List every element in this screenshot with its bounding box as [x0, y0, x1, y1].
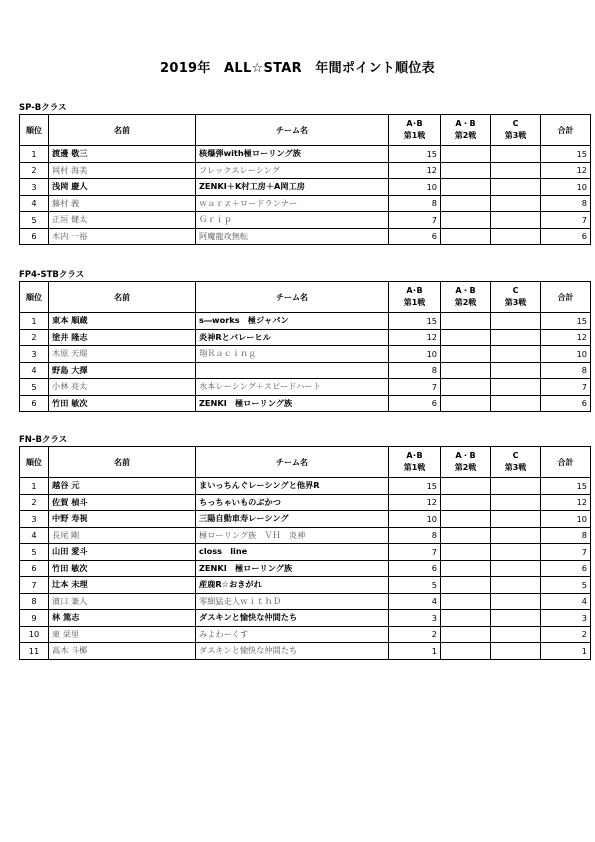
driver-name-cell: 竹田 敏次: [49, 395, 196, 412]
round-1-points: 10: [389, 346, 441, 363]
driver-name-cell: 塗井 隆志: [49, 329, 196, 346]
table-row: [20, 610, 591, 627]
driver-name-cell: 木原 天瑠: [49, 346, 196, 363]
page-title: 2019年 ALL☆STAR 年間ポイント順位表: [160, 61, 435, 76]
total-points: 2: [541, 626, 591, 643]
total-points: 15: [541, 313, 591, 330]
rank-cell: 4: [20, 362, 49, 379]
total-points: 10: [541, 179, 591, 196]
round-3-points: [491, 544, 541, 561]
header-name: 名前: [49, 447, 196, 478]
driver-name-cell: 越谷 元: [49, 478, 196, 495]
round-1-points: 5: [389, 577, 441, 594]
table-row: [20, 212, 591, 229]
table-row: [20, 626, 591, 643]
table-row: [20, 511, 591, 528]
rank-cell: 4: [20, 195, 49, 212]
rank-cell: 4: [20, 527, 49, 544]
header-round-2-class: A・B: [455, 119, 476, 128]
ranking-table: [19, 446, 591, 660]
total-points: 6: [541, 228, 591, 245]
round-2-points: [441, 560, 491, 577]
round-3-points: [491, 527, 541, 544]
round-1-points: 2: [389, 626, 441, 643]
round-2-points: [441, 179, 491, 196]
round-1-points: 6: [389, 395, 441, 412]
header-round-3-class: C: [512, 451, 519, 460]
round-2-points: [441, 313, 491, 330]
round-2-points: [441, 527, 491, 544]
team-name-cell: s―works 極ジャパン: [196, 313, 389, 330]
rank-cell: 1: [20, 146, 49, 163]
round-3-points: [491, 329, 541, 346]
header-round-2-class: A・B: [455, 451, 476, 460]
total-points: 5: [541, 577, 591, 594]
table-row: [20, 346, 591, 363]
round-3-points: [491, 626, 541, 643]
round-1-points: 10: [389, 511, 441, 528]
ranking-table: [19, 281, 591, 412]
header-round-1-label: 第1戦: [403, 463, 426, 472]
driver-name-cell: 竹田 敏次: [49, 560, 196, 577]
round-3-points: [491, 313, 541, 330]
round-1-points: 7: [389, 212, 441, 229]
rank-cell: 5: [20, 379, 49, 396]
team-name-cell: フレックスレーシング: [196, 162, 389, 179]
table-row: [20, 362, 591, 379]
total-points: 10: [541, 511, 591, 528]
total-points: 4: [541, 593, 591, 610]
driver-name-cell: 藤村 義: [49, 195, 196, 212]
team-name-cell: 核爆弾with極ローリング族: [196, 146, 389, 163]
rank-cell: 8: [20, 593, 49, 610]
header-round-3: [491, 447, 541, 478]
team-name-cell: 翔Ｒａｃｉｎｇ: [196, 346, 389, 363]
rank-cell: 3: [20, 511, 49, 528]
round-1-points: 8: [389, 527, 441, 544]
round-3-points: [491, 577, 541, 594]
header-team: チーム名: [196, 115, 389, 146]
rank-cell: 6: [20, 395, 49, 412]
table-row: [20, 228, 591, 245]
section-label: FN-Bクラス: [19, 435, 68, 445]
driver-name-cell: 高木 斗椰: [49, 643, 196, 660]
round-1-points: 4: [389, 593, 441, 610]
round-2-points: [441, 146, 491, 163]
team-name-cell: 零細猛走人ｗｉｔｈＤ: [196, 593, 389, 610]
header-round-2-label: 第2戦: [454, 298, 477, 307]
driver-name-cell: 岡村 海美: [49, 162, 196, 179]
section-label: SP-Bクラス: [19, 103, 67, 113]
rank-cell: 3: [20, 346, 49, 363]
round-2-points: [441, 478, 491, 495]
driver-name-cell: 中野 寿視: [49, 511, 196, 528]
round-3-points: [491, 179, 541, 196]
round-1-points: 7: [389, 379, 441, 396]
table-row: [20, 560, 591, 577]
header-round-3-label: 第3戦: [504, 463, 527, 472]
round-2-points: [441, 228, 491, 245]
total-points: 8: [541, 362, 591, 379]
rank-cell: 3: [20, 179, 49, 196]
rank-cell: 9: [20, 610, 49, 627]
header-row: [20, 115, 591, 146]
driver-name-cell: 野島 大擇: [49, 362, 196, 379]
round-3-points: [491, 610, 541, 627]
header-total: 合計: [541, 447, 591, 478]
header-round-1: [389, 447, 441, 478]
table-row: [20, 379, 591, 396]
round-2-points: [441, 544, 491, 561]
round-1-points: 12: [389, 162, 441, 179]
header-name: 名前: [49, 282, 196, 313]
round-3-points: [491, 560, 541, 577]
total-points: 10: [541, 346, 591, 363]
header-round-1: [389, 115, 441, 146]
total-points: 8: [541, 527, 591, 544]
total-points: 8: [541, 195, 591, 212]
rank-cell: 10: [20, 626, 49, 643]
driver-name-cell: 林 篤志: [49, 610, 196, 627]
team-name-cell: みよわーくす: [196, 626, 389, 643]
team-name-cell: ZENKI 極ローリング族: [196, 560, 389, 577]
rank-cell: 2: [20, 162, 49, 179]
round-3-points: [491, 379, 541, 396]
rank-cell: 6: [20, 560, 49, 577]
team-name-cell: 炎神Rとバレーヒル: [196, 329, 389, 346]
header-rank: 順位: [20, 115, 49, 146]
header-round-3-class: C: [512, 286, 519, 295]
table-row: [20, 195, 591, 212]
round-1-points: 12: [389, 329, 441, 346]
team-name-cell: ZENKI＋K村工房＋A岡工房: [196, 179, 389, 196]
round-2-points: [441, 162, 491, 179]
round-1-points: 3: [389, 610, 441, 627]
rank-cell: 11: [20, 643, 49, 660]
round-1-points: 6: [389, 560, 441, 577]
round-2-points: [441, 626, 491, 643]
round-3-points: [491, 346, 541, 363]
rank-cell: 2: [20, 494, 49, 511]
round-3-points: [491, 395, 541, 412]
rank-cell: 5: [20, 544, 49, 561]
driver-name-cell: 辻本 未理: [49, 577, 196, 594]
driver-name-cell: 佐賀 楨斗: [49, 494, 196, 511]
round-1-points: 8: [389, 195, 441, 212]
table-row: [20, 329, 591, 346]
table-row: [20, 494, 591, 511]
ranking-table: [19, 114, 591, 245]
team-name-cell: ダスキンと愉快な仲間たち: [196, 610, 389, 627]
round-3-points: [491, 212, 541, 229]
rank-cell: 5: [20, 212, 49, 229]
table-row: [20, 146, 591, 163]
round-1-points: 15: [389, 478, 441, 495]
round-2-points: [441, 494, 491, 511]
round-2-points: [441, 212, 491, 229]
header-row: [20, 447, 591, 478]
driver-name-cell: 正垣 健太: [49, 212, 196, 229]
rank-cell: 2: [20, 329, 49, 346]
total-points: 12: [541, 162, 591, 179]
driver-name-cell: 濱口 兼人: [49, 593, 196, 610]
round-2-points: [441, 195, 491, 212]
rank-cell: 1: [20, 313, 49, 330]
header-rank: 順位: [20, 282, 49, 313]
total-points: 15: [541, 146, 591, 163]
header-round-3: [491, 115, 541, 146]
header-round-1-class: A･B: [406, 286, 423, 295]
table-row: [20, 643, 591, 660]
round-1-points: 15: [389, 313, 441, 330]
round-2-points: [441, 395, 491, 412]
table-row: [20, 162, 591, 179]
total-points: 15: [541, 478, 591, 495]
driver-name-cell: 小林 亮太: [49, 379, 196, 396]
team-name-cell: ZENKI 極ローリング族: [196, 395, 389, 412]
team-name-cell: 産鹿R☆おきがれ: [196, 577, 389, 594]
team-name-cell: まいっちんぐレーシングと他界R: [196, 478, 389, 495]
round-3-points: [491, 228, 541, 245]
table-row: [20, 577, 591, 594]
header-round-1-label: 第1戦: [403, 298, 426, 307]
header-name: 名前: [49, 115, 196, 146]
table-row: [20, 478, 591, 495]
round-1-points: 10: [389, 179, 441, 196]
header-round-1-label: 第1戦: [403, 131, 426, 140]
round-2-points: [441, 593, 491, 610]
round-1-points: 12: [389, 494, 441, 511]
round-2-points: [441, 511, 491, 528]
round-1-points: 6: [389, 228, 441, 245]
header-team: チーム名: [196, 282, 389, 313]
team-name-cell: Ｇｒｉｐ: [196, 212, 389, 229]
header-round-1-class: A･B: [406, 119, 423, 128]
round-3-points: [491, 146, 541, 163]
team-name-cell: closs line: [196, 544, 389, 561]
round-2-points: [441, 379, 491, 396]
round-2-points: [441, 643, 491, 660]
team-name-cell: 極ローリング族 ＶＨ 炎神: [196, 527, 389, 544]
header-round-3: [491, 282, 541, 313]
team-name-cell: 阿魔龍攻無転: [196, 228, 389, 245]
driver-name-cell: 浅岡 慶人: [49, 179, 196, 196]
header-team: チーム名: [196, 447, 389, 478]
round-1-points: 1: [389, 643, 441, 660]
table-row: [20, 593, 591, 610]
round-3-points: [491, 511, 541, 528]
team-name-cell: ダスキンと愉快な仲間たち: [196, 643, 389, 660]
header-round-3-label: 第3戦: [504, 298, 527, 307]
header-round-3-label: 第3戦: [504, 131, 527, 140]
round-3-points: [491, 162, 541, 179]
driver-name-cell: 渡邊 敬三: [49, 146, 196, 163]
round-3-points: [491, 362, 541, 379]
round-1-points: 8: [389, 362, 441, 379]
round-3-points: [491, 593, 541, 610]
table-row: [20, 544, 591, 561]
round-2-points: [441, 610, 491, 627]
header-total: 合計: [541, 282, 591, 313]
header-round-2-class: A・B: [455, 286, 476, 295]
header-round-2-label: 第2戦: [454, 131, 477, 140]
total-points: 6: [541, 560, 591, 577]
round-3-points: [491, 494, 541, 511]
rank-cell: 1: [20, 478, 49, 495]
header-round-2-label: 第2戦: [454, 463, 477, 472]
header-rank: 順位: [20, 447, 49, 478]
header-total: 合計: [541, 115, 591, 146]
driver-name-cell: 山田 愛斗: [49, 544, 196, 561]
rank-cell: 6: [20, 228, 49, 245]
round-2-points: [441, 346, 491, 363]
header-round-1: [389, 282, 441, 313]
round-2-points: [441, 362, 491, 379]
team-name-cell: ちっちゃいものぶかつ: [196, 494, 389, 511]
round-2-points: [441, 329, 491, 346]
total-points: 7: [541, 212, 591, 229]
round-3-points: [491, 478, 541, 495]
team-name-cell: 水本レーシング＋スピードハート: [196, 379, 389, 396]
total-points: 7: [541, 544, 591, 561]
header-round-2: [441, 115, 491, 146]
section-label: FP4-STBクラス: [19, 270, 85, 280]
round-1-points: 7: [389, 544, 441, 561]
table-row: [20, 395, 591, 412]
total-points: 12: [541, 494, 591, 511]
driver-name-cell: 木内 一裕: [49, 228, 196, 245]
driver-name-cell: 東 栞里: [49, 626, 196, 643]
team-name-cell: 三陽自動車寿レーシング: [196, 511, 389, 528]
total-points: 1: [541, 643, 591, 660]
total-points: 6: [541, 395, 591, 412]
driver-name-cell: 長尾 剛: [49, 527, 196, 544]
header-round-1-class: A･B: [406, 451, 423, 460]
header-row: [20, 282, 591, 313]
rank-cell: 7: [20, 577, 49, 594]
table-row: [20, 527, 591, 544]
header-round-2: [441, 282, 491, 313]
round-2-points: [441, 577, 491, 594]
total-points: 7: [541, 379, 591, 396]
round-1-points: 15: [389, 146, 441, 163]
header-round-3-class: C: [512, 119, 519, 128]
team-name-cell: ｗａｒｚ＋ロードランナー: [196, 195, 389, 212]
table-row: [20, 313, 591, 330]
total-points: 12: [541, 329, 591, 346]
header-round-2: [441, 447, 491, 478]
total-points: 3: [541, 610, 591, 627]
team-name-cell: [196, 362, 389, 379]
round-3-points: [491, 195, 541, 212]
round-3-points: [491, 643, 541, 660]
driver-name-cell: 東本 順蔵: [49, 313, 196, 330]
table-row: [20, 179, 591, 196]
